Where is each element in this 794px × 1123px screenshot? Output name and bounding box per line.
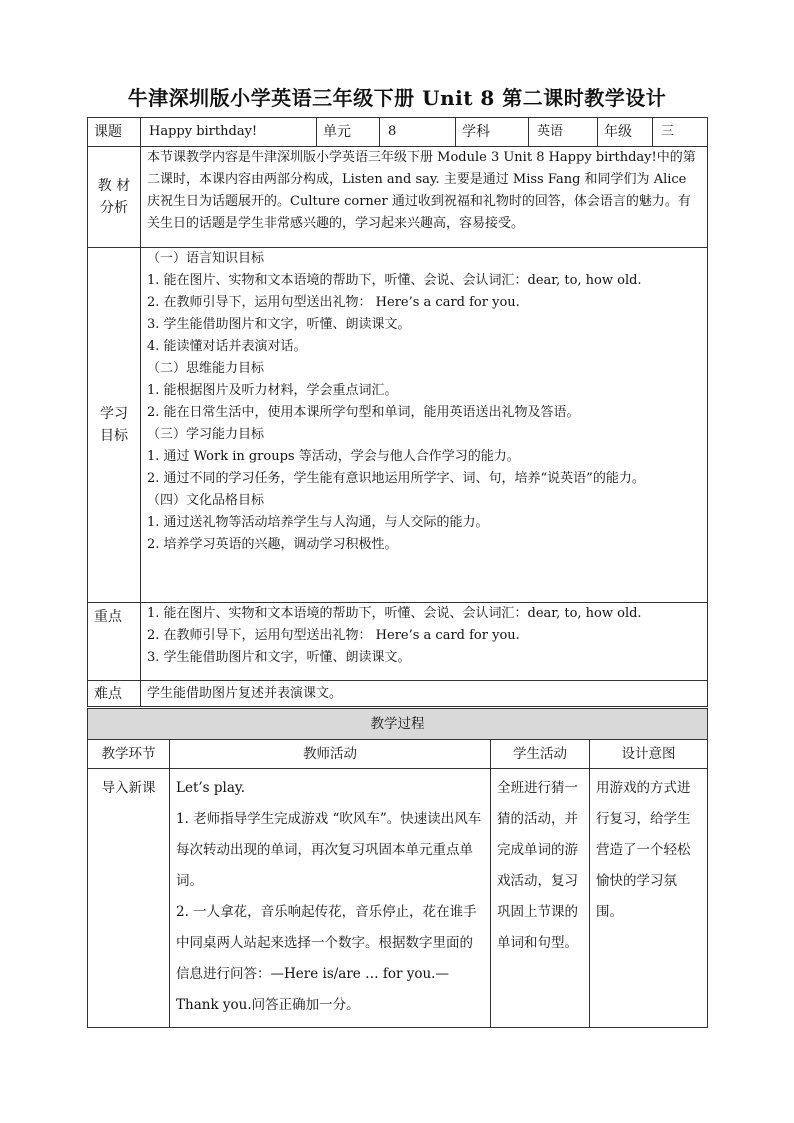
difficulty-label: 难点	[88, 681, 141, 707]
objectives-content	[141, 248, 708, 603]
objective-line: 3. 学生能借助图片和文字，听懂、朗读课文。	[147, 317, 411, 332]
analysis-label-line2: 分析	[100, 200, 128, 216]
grade-label: 年级	[598, 118, 653, 147]
analysis-text: 本节课教学内容是牛津深圳版小学英语三年级下册 Module 3 Unit 8 Happy birthday!中的第二课时，本课内容由两部分构成，Listen and say. 主要是通过 Miss Fang 和同学们为 Alice 庆祝生日为话题展开的。Culture corner 通过收到祝福和礼物时的回答，体会语言的魅力。有关生日的话题是学生非常感兴趣的，学习起来兴趣高，容易接受。	[147, 150, 696, 231]
col-teacher-header: 教师活动	[170, 740, 491, 769]
objective-line: （二）思维能力目标	[147, 361, 265, 376]
objectives-label	[88, 248, 141, 603]
stage-cell: 导入新课	[88, 769, 170, 1028]
grade-value: 三	[653, 118, 708, 147]
page-title: 牛津深圳版小学英语三年级下册 Unit 8 第二课时教学设计	[127, 86, 667, 110]
col-stage-header: 教学环节	[88, 740, 170, 769]
process-table	[87, 708, 708, 1028]
topic-label: 课题	[88, 118, 141, 147]
info-table	[87, 117, 708, 707]
teacher-activity-p1: 1. 老师指导学生完成游戏 “吹风车”。快速读出风车每次转动出现的单词，再次复习巩固本单元重点单词。	[176, 811, 482, 889]
keypoints-label: 重点	[88, 603, 141, 681]
unit-value: 8	[380, 118, 456, 147]
objective-line: 2. 能在日常生活中，使用本课所学句型和单词，能用英语送出礼物及答语。	[147, 405, 580, 420]
subject-value: 英语	[529, 118, 598, 147]
teacher-activity-title: Let’s play.	[176, 780, 246, 796]
objective-line: 4. 能读懂对话并表演对话。	[147, 339, 307, 354]
difficulty-text: 学生能借助图片复述并表演课文。	[141, 681, 708, 707]
subject-label: 学科	[456, 118, 529, 147]
objectives-label-line2: 目标	[100, 428, 128, 444]
objective-line: 1. 通过 Work in groups 等活动，学会与他人合作学习的能力。	[147, 449, 520, 464]
objective-line: 2. 在教师引导下，运用句型送出礼物： Here’s a card for you.	[147, 295, 520, 310]
objectives-label-line1: 学习	[100, 406, 128, 422]
teacher-activity-p2: 2. 一人拿花，音乐响起传花，音乐停止，花在谁手中同桌两人站起来选择一个数字。根据数字里面的信息进行问答：—Here is/are … for you.—Thank you.问答正确加一分。	[176, 904, 477, 1013]
topic-value: Happy birthday!	[141, 118, 317, 147]
keypoints-content	[141, 603, 708, 681]
design-intent-cell: 用游戏的方式进行复习，给学生营造了一个轻松愉快的学习氛围。	[590, 769, 708, 1028]
keypoint-line: 2. 在教师引导下，运用句型送出礼物： Here’s a card for you.	[147, 628, 520, 643]
objective-line: 1. 能在图片、实物和文本语境的帮助下，听懂、会说、会认词汇：dear, to, how old.	[147, 273, 642, 288]
analysis-label	[88, 147, 141, 248]
process-header: 教学过程	[88, 709, 708, 740]
unit-label: 单元	[317, 118, 380, 147]
objective-line: 2. 通过不同的学习任务，学生能有意识地运用所学字、词、句，培养“说英语”的能力。	[147, 471, 645, 486]
col-intent-header: 设计意图	[590, 740, 708, 769]
objective-line: 2. 培养学习英语的兴趣，调动学习积极性。	[147, 537, 398, 552]
keypoint-line: 1. 能在图片、实物和文本语境的帮助下，听懂、会说、会认词汇：dear, to, how old.	[147, 606, 642, 621]
objective-line: （四）文化品格目标	[147, 493, 265, 508]
objective-line: （三）学习能力目标	[147, 427, 265, 442]
teacher-activity-cell	[170, 769, 491, 1028]
objective-line: 1. 通过送礼物等活动培养学生与人沟通，与人交际的能力。	[147, 515, 489, 530]
objective-line: （一）语言知识目标	[147, 251, 265, 266]
analysis-content	[141, 147, 708, 248]
analysis-label-line1: 教 材	[97, 178, 131, 194]
objective-line: 1. 能根据图片及听力材料，学会重点词汇。	[147, 383, 398, 398]
keypoint-line: 3. 学生能借助图片和文字，听懂、朗读课文。	[147, 650, 411, 665]
student-activity-cell: 全班进行猜一猜的活动，并完成单词的游戏活动，复习巩固上节课的单词和句型。	[491, 769, 590, 1028]
col-student-header: 学生活动	[491, 740, 590, 769]
